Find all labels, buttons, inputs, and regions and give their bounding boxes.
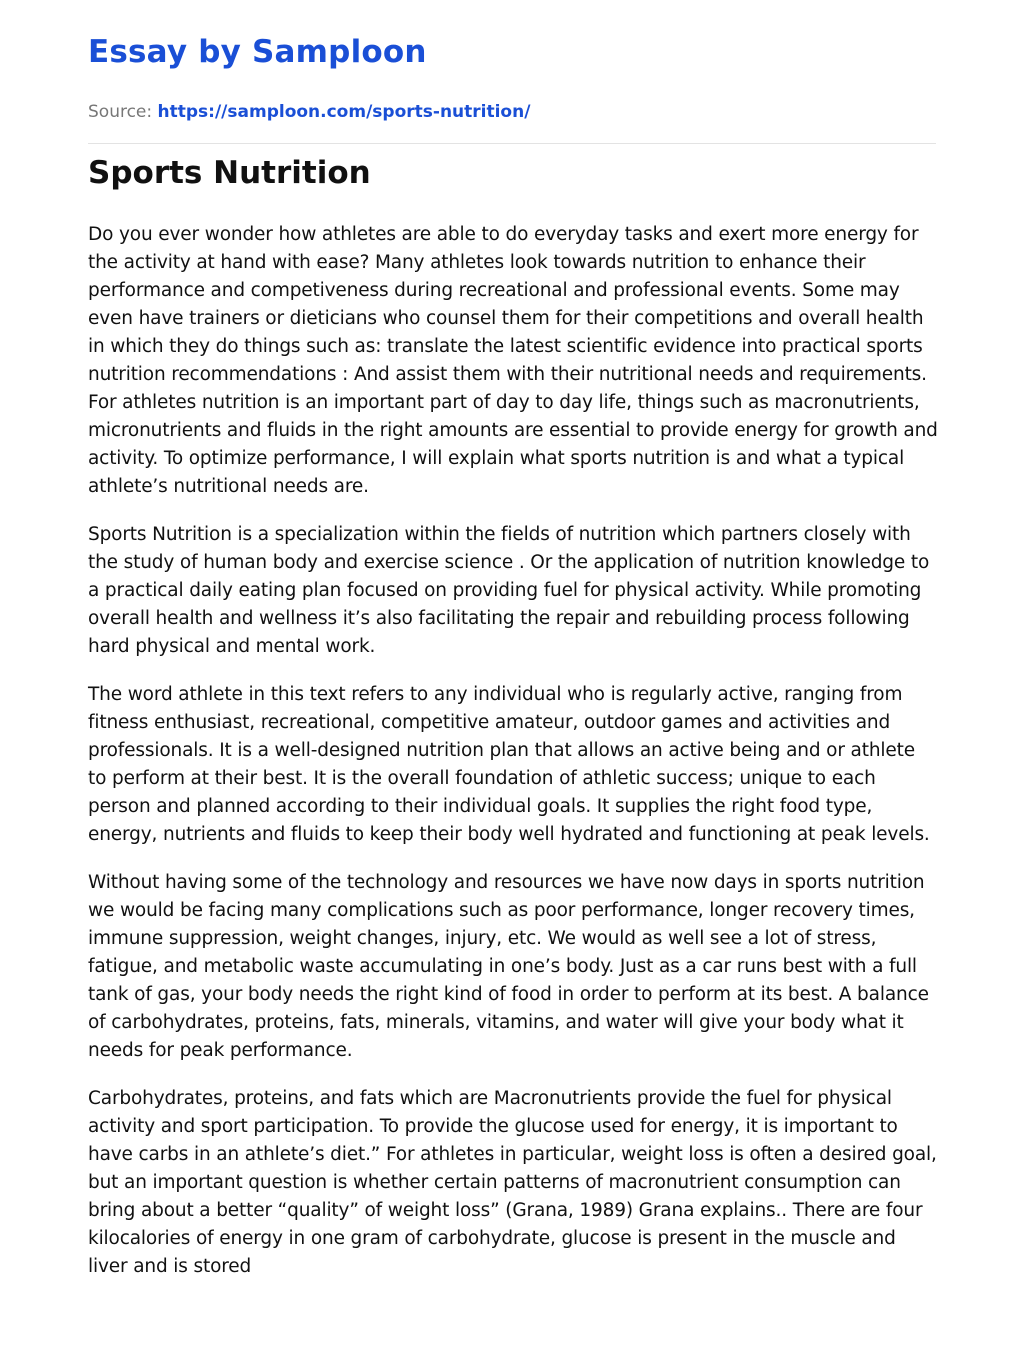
paragraph: Carbohydrates, proteins, and fats which are Macronutrients provide the fuel for physical activity and sport participation. To provide the glucose used for energy, it is important to have carbs in an athlete’s diet.” For athletes in particular, weight loss is often a desired goal, but an important question is whether certain patterns of macronutrient consumption can bring about a better “quality” of weight loss” (Grana, 1989) Grana explains.. There are four kilocalories of energy in one gram of carbohydrate, glucose is present in the muscle and liver and is stored xyxy=(88,1088,937,1277)
article-body xyxy=(88,221,938,1301)
article-title: Sports Nutrition xyxy=(88,155,371,191)
paragraph: Do you ever wonder how athletes are able to do everyday tasks and exert more energy for the activity at hand with ease? Many athletes look towards nutrition to enhance their performance and competiveness during recreational and professional events. Some may even have trainers or dieticians who counsel them for their competitions and overall health in which they do things such as: translate the latest scientific evidence into practical sports nutrition recommendations : And assist them with their nutritional needs and requirements. For athletes nutrition is an important part of day to day life, things such as macronutrients, micronutrients and fluids in the right amounts are essential to provide energy for growth and activity. To optimize performance, I will explain what sports nutrition is and what a typical athlete’s nutritional needs are. xyxy=(88,224,938,497)
paragraph: Sports Nutrition is a specialization within the fields of nutrition which partners closely with the study of human body and exercise science . Or the application of nutrition knowledge to a practical daily eating plan focused on providing fuel for physical activity. While promoting overall health and wellness it’s also facilitating the repair and rebuilding process following hard physical and mental work. xyxy=(88,524,930,657)
brand-title: Essay by Samploon xyxy=(88,34,427,70)
source-label: Source: xyxy=(88,102,153,122)
source-link[interactable]: https://samploon.com/sports-nutrition/ xyxy=(157,102,531,122)
source-line xyxy=(88,102,530,122)
header-divider xyxy=(88,143,936,144)
paragraph: Without having some of the technology and resources we have now days in sports nutrition we would be facing many complications such as poor performance, longer recovery times, immune suppression, weight changes, injury, etc. We would as well see a lot of stress, fatigue, and metabolic waste accumulating in one’s body. Just as a car runs best with a full tank of gas, your body needs the right kind of food in order to perform at its best. A balance of carbohydrates, proteins, fats, minerals, vitamins, and water will give your body what it needs for peak performance. xyxy=(88,872,929,1061)
paragraph: The word athlete in this text refers to any individual who is regularly active, ranging from fitness enthusiast, recreational, competitive amateur, outdoor games and activities and professionals. It is a well-designed nutrition plan that allows an active being and or athlete to perform at their best. It is the overall foundation of athletic success; unique to each person and planned according to their individual goals. It supplies the right food type, energy, nutrients and fluids to keep their body well hydrated and functioning at peak levels. xyxy=(88,684,930,845)
